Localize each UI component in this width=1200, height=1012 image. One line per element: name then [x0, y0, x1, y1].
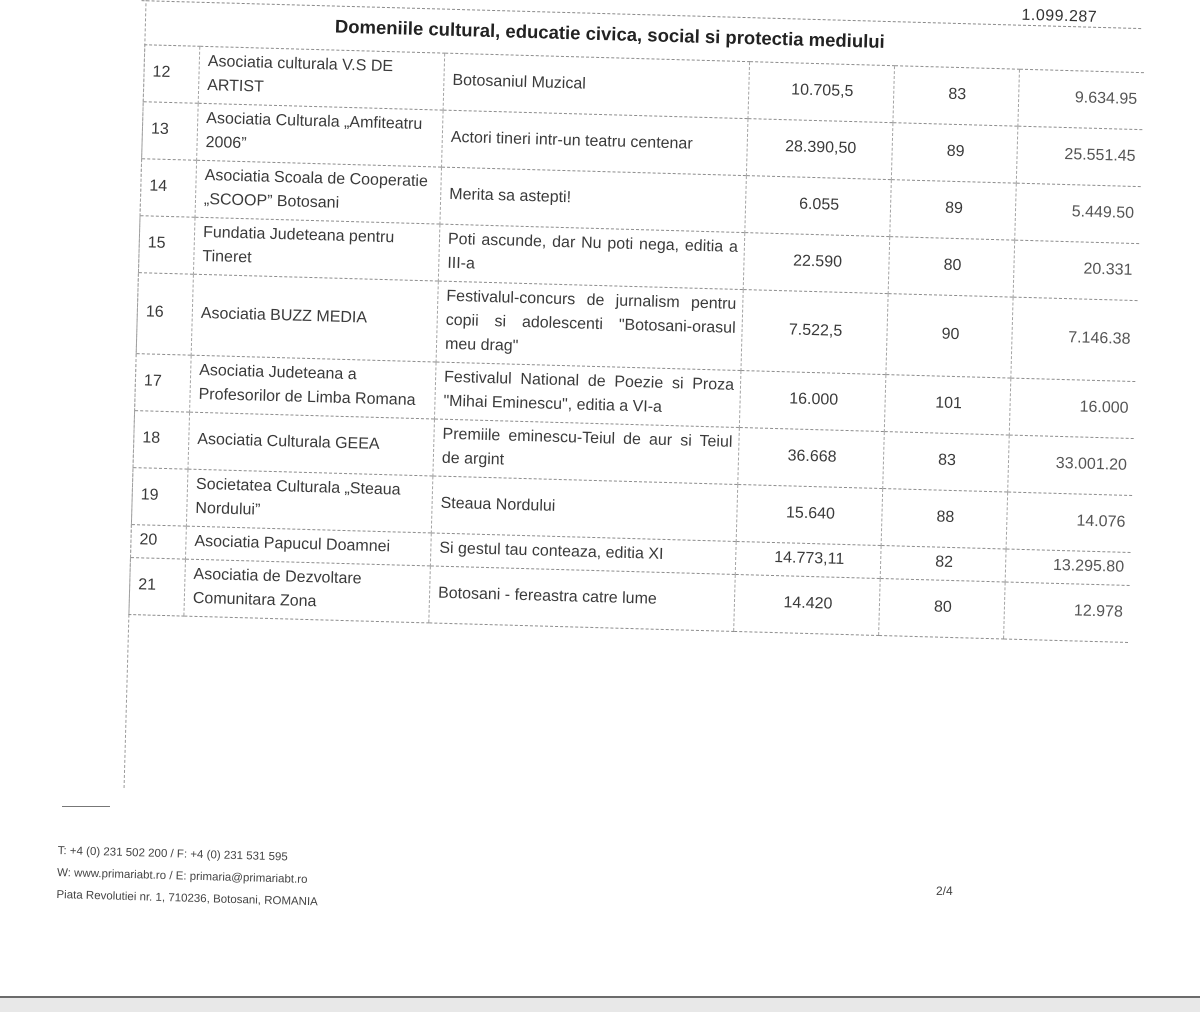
granted-amount: 16.000 — [1009, 378, 1135, 438]
granted-amount: 14.076 — [1006, 492, 1132, 552]
project-title: Steaua Nordului — [431, 476, 737, 541]
granted-amount: 9.634.95 — [1018, 69, 1144, 129]
footer-address: Piata Revolutiei nr. 1, 710236, Botosani, ROMANIA — [56, 888, 318, 909]
granted-amount: 20.331 — [1013, 240, 1139, 300]
row-number: 18 — [133, 411, 190, 470]
project-title: Botosani - fereastra catre lume — [429, 566, 735, 631]
page-number: 2/4 — [936, 884, 953, 898]
organization-name: Asociatia de Dezvoltare Comunitara Zona — [184, 559, 430, 623]
project-title: Botosaniul Muzical — [443, 53, 749, 118]
row-number: 16 — [136, 273, 193, 356]
organization-name: Societatea Culturala „Steaua Nordului” — [186, 469, 432, 533]
row-number: 13 — [142, 102, 199, 161]
evaluation-score: 82 — [880, 546, 1006, 582]
row-number: 20 — [130, 525, 186, 560]
organization-name: Asociatia BUZZ MEDIA — [191, 274, 438, 362]
requested-amount: 7.522,5 — [741, 290, 888, 375]
granted-amount: 25.551.45 — [1016, 126, 1142, 186]
organization-name: Asociatia Papucul Doamnei — [185, 526, 431, 566]
organization-name: Asociatia culturala V.S DE ARTIST — [198, 46, 444, 110]
organization-name: Fundatia Judeteana pentru Tineret — [193, 217, 439, 281]
section-title: Domeniile cultural, educatie civica, social si protectia mediului — [334, 15, 886, 52]
viewer-bottom-bar — [0, 996, 1200, 1012]
requested-amount: 14.420 — [734, 574, 881, 635]
row-number: 21 — [129, 558, 186, 617]
evaluation-score: 101 — [884, 375, 1011, 435]
granted-amount: 12.978 — [1004, 582, 1130, 642]
project-title: Poti ascunde, dar Nu poti nega, editia a III-a — [438, 224, 744, 289]
requested-amount: 14.773,11 — [735, 541, 881, 578]
granted-amount: 5.449.50 — [1015, 183, 1141, 243]
granted-amount: 13.295.80 — [1005, 549, 1130, 585]
organization-name: Asociatia Culturala GEEA — [188, 412, 434, 476]
organization-name: Asociatia Scoala de Cooperatie „SCOOP” Botosani — [195, 160, 441, 224]
requested-amount: 36.668 — [738, 428, 885, 489]
project-title: Festivalul National de Poezie si Proza "Mihai Eminescu", editia a VI-a — [434, 362, 740, 427]
granted-amount: 7.146.38 — [1011, 297, 1138, 381]
row-number: 14 — [140, 159, 197, 218]
footer-web: W: www.primariabt.ro / E: primaria@primariabt.ro — [56, 866, 308, 886]
evaluation-score: 80 — [888, 237, 1015, 297]
organization-name: Asociatia Culturala „Amfiteatru 2006” — [197, 103, 443, 167]
requested-amount: 22.590 — [743, 233, 890, 294]
footer-phone: T: +4 (0) 231 502 200 / F: +4 (0) 231 531 595 — [57, 844, 288, 864]
row-number: 17 — [135, 354, 192, 413]
requested-amount: 15.640 — [736, 484, 883, 545]
requested-amount: 6.055 — [745, 176, 892, 237]
evaluation-score: 83 — [893, 66, 1020, 126]
row-number: 19 — [131, 468, 188, 527]
project-title: Merita sa astepti! — [440, 167, 746, 232]
evaluation-score: 89 — [891, 123, 1018, 183]
evaluation-score: 83 — [883, 432, 1010, 492]
row-number: 15 — [138, 216, 195, 275]
evaluation-score: 88 — [881, 489, 1008, 549]
row-number: 12 — [143, 45, 200, 104]
project-title: Actori tineri intr-un teatru centenar — [442, 110, 748, 175]
project-title: Festivalul-concurs de jurnalism pentru copii si adolescenti "Botosani-orasul meu drag" — [436, 281, 743, 370]
requested-amount: 16.000 — [739, 371, 886, 432]
evaluation-score: 89 — [890, 180, 1017, 240]
previous-section-total: 1.099.287 — [1021, 6, 1098, 26]
footer-rule — [62, 806, 110, 807]
grants-table — [128, 44, 1144, 643]
requested-amount: 10.705,5 — [748, 62, 895, 123]
project-title: Si gestul tau conteaza, editia XI — [430, 533, 736, 575]
granted-amount: 33.001.20 — [1008, 435, 1134, 495]
organization-name: Asociatia Judeteana a Profesorilor de Limba Romana — [190, 355, 436, 419]
evaluation-score: 90 — [886, 294, 1013, 378]
footer-contact — [56, 840, 319, 913]
project-title: Premiile eminescu-Teiul de aur si Teiul de argint — [433, 419, 739, 484]
evaluation-score: 80 — [879, 579, 1006, 639]
grants-table-body — [129, 45, 1144, 643]
requested-amount: 28.390,50 — [746, 119, 893, 180]
